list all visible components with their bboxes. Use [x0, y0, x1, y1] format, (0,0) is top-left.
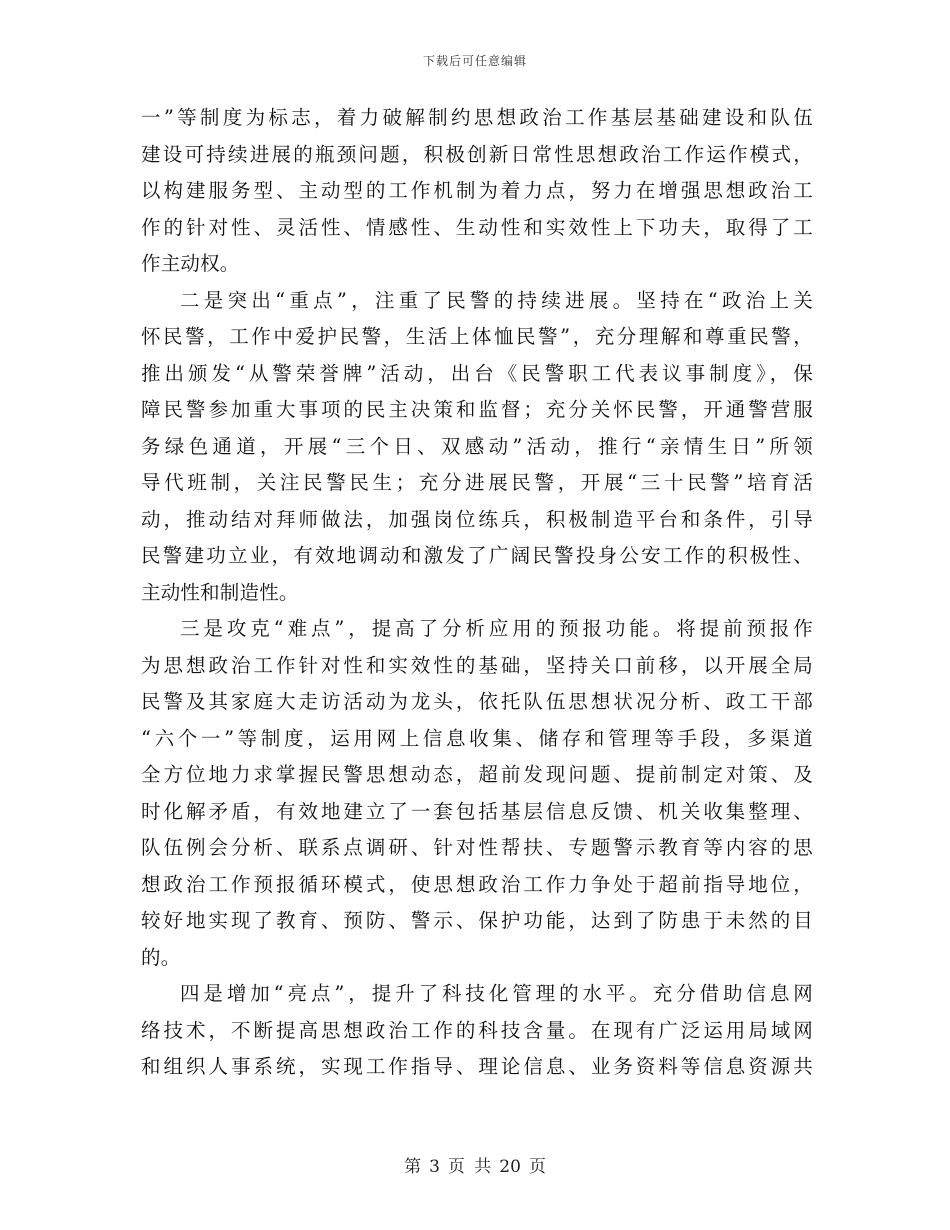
text-line: 务绿色通道，开展“三个日、双感动”活动，推行“亲情生日”所领 — [141, 434, 813, 458]
text-line: “六个一”等制度，运用网上信息收集、储存和管理等手段，多渠道 — [141, 726, 813, 750]
footer-middle: 页 共 — [447, 1157, 492, 1177]
footer-suffix: 页 — [528, 1157, 546, 1177]
document-body — [141, 100, 813, 1086]
text-line: 作主动权。 — [141, 252, 240, 275]
footer-prefix: 第 — [404, 1157, 422, 1177]
text-line: 怀民警，工作中爱护民警，生活上体恤民警”，充分理解和尊重民警， — [141, 325, 813, 348]
paragraph-start-line: 三是攻克“难点”，提高了分析应用的预报功能。将提前预报作 — [180, 617, 813, 640]
current-page-number: 3 — [429, 1157, 440, 1177]
text-line: 民警及其家庭大走访活动为龙头，依托队伍思想状况分析、政工干部 — [141, 690, 813, 713]
text-line: 较好地实现了教育、预防、警示、保护功能，达到了防患于未然的目 — [141, 909, 813, 932]
text-line: 作的针对性、灵活性、情感性、生动性和实效性上下功夫，取得了工 — [141, 215, 813, 239]
text-line: 全方位地力求掌握民警思想动态，超前发现问题、提前制定对策、及 — [141, 763, 813, 786]
page-footer — [0, 1152, 950, 1177]
text-line: 推出颁发“从警荣誉牌”活动，出台《民警职工代表议事制度》，保 — [141, 361, 813, 385]
text-line: 建设可持续进展的瓶颈问题，积极创新日常性思想政治工作运作模式， — [141, 142, 813, 166]
total-page-count: 20 — [499, 1157, 521, 1177]
paragraph-start-line: 四是增加“亮点”，提升了科技化管理的水平。充分借助信息网 — [180, 982, 813, 1005]
text-line: 和组织人事系统，实现工作指导、理论信息、业务资料等信息资源共 — [141, 1055, 813, 1078]
page-header: 下载后可任意编辑 — [422, 54, 527, 68]
text-line: 时化解矛盾，有效地建立了一套包括基层信息反馈、机关收集整理、 — [141, 799, 813, 823]
text-line: 一”等制度为标志，着力破解制约思想政治工作基层基础建设和队伍 — [141, 106, 813, 129]
text-line: 络技术，不断提高思想政治工作的科技含量。在现有广泛运用局域网 — [141, 1018, 813, 1042]
text-line: 队伍例会分析、联系点调研、针对性帮扶、专题警示教育等内容的思 — [141, 836, 813, 859]
text-line: 导代班制，关注民警民生；充分进展民警，开展“三十民警”培育活 — [141, 471, 813, 494]
text-line: 的。 — [141, 945, 181, 969]
text-line: 民警建功立业，有效地调动和激发了广阔民警投身公安工作的积极性、 — [141, 544, 813, 567]
paragraph-start-line: 二是突出“重点”，注重了民警的持续进展。坚持在“政治上关 — [180, 288, 813, 312]
text-line: 为思想政治工作针对性和实效性的基础，坚持关口前移，以开展全局 — [141, 653, 813, 677]
text-line: 障民警参加重大事项的民主决策和监督；充分关怀民警，开通警营服 — [141, 398, 813, 421]
text-line: 动，推动结对拜师做法，加强岗位练兵，积极制造平台和条件，引导 — [141, 507, 813, 531]
text-line: 想政治工作预报循环模式，使思想政治工作力争处于超前指导地位， — [141, 872, 813, 896]
text-line: 主动性和制造性。 — [141, 580, 299, 604]
text-line: 以构建服务型、主动型的工作机制为着力点，努力在增强思想政治工 — [141, 179, 813, 202]
